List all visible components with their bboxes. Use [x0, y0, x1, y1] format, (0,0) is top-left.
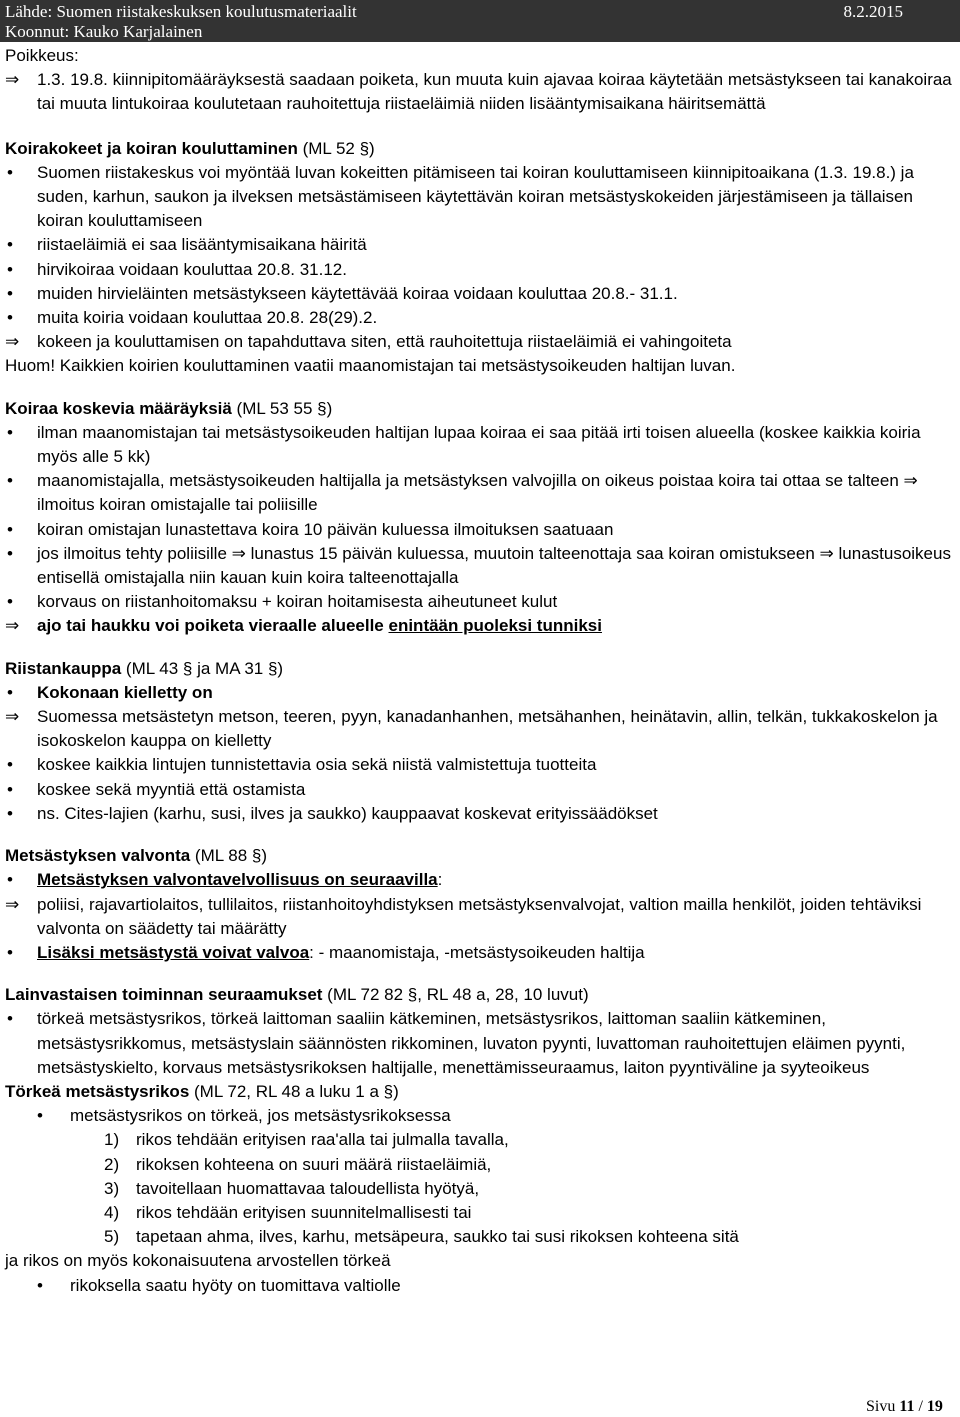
list-item: • Suomen riistakeskus voi myöntää luvan kokeitten pitämiseen tai koiran kouluttamiseen kiinnipitoaikana (1.3. 19.8.) ja suden, karhun, saukon ja ilveksen metsästämiseen käytettävän koiran metsästyskokeiden järjestämiseen ja tällaisen koiran kouluttamiseen: [5, 161, 955, 234]
list-item: • ns. Cites-lajien (karhu, susi, ilves ja saukko) kauppaavat koskevat erityissäädökset: [5, 802, 955, 826]
numbered-item: 5) tapetaan ahma, ilves, karhu, metsäpeura, saukko tai susi rikoksen kohteena sitä: [104, 1227, 739, 1247]
arrow-item: ⇒ kokeen ja kouluttamisen on tapahduttava siten, että rauhoitettuja riistaeläimiä ei vahingoiteta: [5, 330, 955, 354]
section-heading-riistankauppa: Riistankauppa (ML 43 § ja MA 31 §): [5, 658, 284, 678]
numbered-item: 3) tavoitellaan huomattavaa taloudellista hyötyä,: [104, 1178, 480, 1198]
header-date: 8.2.2015: [843, 2, 903, 21]
list-item: • Lisäksi metsästystä voivat valvoa: - maanomistaja, -metsästysoikeuden haltija: [5, 941, 955, 965]
arrow-item: ⇒ ajo tai haukku voi poiketa vieraalle alueelle enintään puoleksi tunniksi: [5, 614, 955, 638]
numbered-item: 4) rikos tehdään erityisen suunnitelmallisesti tai: [104, 1202, 472, 1222]
section-heading-torkea: Törkeä metsästysrikos (ML 72, RL 48 a luku 1 a §): [5, 1081, 399, 1101]
arrow-item: ⇒ 1.3. 19.8. kiinnipitomääräyksestä saadaan poiketa, kun muuta kuin ajavaa koiraa käytetään metsästykseen tai kanakoiraa tai muuta lintukoiraa koulutetaan rauhoitettuja riistaeläimiä niiden lisääntymisaikana häiritsemättä: [5, 68, 955, 116]
arrow-item: ⇒ poliisi, rajavartiolaitos, tullilaitos, riistanhoitoyhdistyksen metsästyksenvalvojat, valtion mailla henkilöt, joiden tehtäviksi valvonta on säädetty tai määrätty: [5, 893, 955, 941]
list-item: • koskee kaikkia lintujen tunnistettavia osia sekä niistä valmistettuja tuotteita: [5, 753, 955, 777]
document-header: [0, 0, 960, 42]
double-right-arrow-icon: ⇒: [819, 543, 834, 563]
numbered-item: 1) rikos tehdään erityisen raa'alla tai julmalla tavalla,: [104, 1130, 509, 1150]
list-item: • riistaeläimiä ei saa lisääntymisaikana häiritä: [5, 233, 955, 257]
paragraph-text: ja rikos on myös kokonaisuutena arvostellen törkeä: [5, 1251, 391, 1271]
list-item: • rikoksella saatu hyöty on tuomittava valtiolle: [5, 1274, 955, 1298]
list-item: • törkeä metsästysrikos, törkeä laittoman saaliin kätkeminen, metsästysrikos, laittoman saaliin kätkeminen, metsästysrikkomus, metsästyslain säännösten rikkominen, luvaton pyynti, luvattoman rauhoitettujen eläimen pyynti, metsästyskielto, korvaus metsästysrikoksen haltijalle, menettämisseuraamus, laiton pyyntiväline ja syyteoikeus: [5, 1007, 955, 1080]
section-heading-koirakokeet: Koirakokeet ja koiran kouluttaminen (ML 52 §): [5, 138, 375, 158]
list-item: • metsästysrikos on törkeä, jos metsästysrikoksessa: [5, 1104, 955, 1128]
note-text: Huom! Kaikkien koirien kouluttaminen vaatii maanomistajan tai metsästysoikeuden haltijan luvan.: [5, 356, 736, 376]
section-heading-seuraamukset: Lainvastaisen toiminnan seuraamukset (ML 72 82 §, RL 48 a, 28, 10 luvut): [5, 985, 589, 1005]
double-right-arrow-icon: ⇒: [903, 471, 918, 491]
header-author: Koonnut: Kauko Karjalainen: [5, 22, 203, 41]
list-item: • ilman maanomistajan tai metsästysoikeuden haltijan lupaa koiraa ei saa pitää irti toisen alueella (koskee kaikkia koiria myös alle 5 kk): [5, 421, 955, 469]
page-number: Sivu 11 / 19: [866, 1398, 943, 1415]
list-item: • koskee sekä myyntiä että ostamista: [5, 778, 955, 802]
list-item: • muita koiria voidaan kouluttaa 20.8. 28(29).2.: [5, 306, 955, 330]
section-poikkeus-title: Poikkeus:: [5, 46, 79, 65]
document-body: [5, 44, 955, 1298]
section-heading-koiraa-koskevia: Koiraa koskevia määräyksiä (ML 53 55 §): [5, 398, 333, 418]
list-item: • maanomistajalla, metsästysoikeuden haltijalla ja metsästyksen valvojilla on oikeus poistaa koira tai ottaa se talteen ⇒ ilmoitus koiran omistajalle tai poliisille: [5, 469, 955, 517]
section-heading-valvonta: Metsästyksen valvonta (ML 88 §): [5, 846, 268, 866]
arrow-item: ⇒ Suomessa metsästetyn metson, teeren, pyyn, kanadanhanhen, metsähanhen, heinätavin, allin, telkän, tukkakoskelon ja isokoskelon kauppa on kielletty: [5, 705, 955, 753]
list-item: • korvaus on riistanhoitomaksu + koiran hoitamisesta aiheutuneet kulut: [5, 590, 955, 614]
list-item: • Kokonaan kielletty on: [5, 681, 955, 705]
list-item: • koiran omistajan lunastettava koira 10 päivän kuluessa ilmoituksen saatuaan: [5, 518, 955, 542]
numbered-item: 2) rikoksen kohteena on suuri määrä riistaeläimiä,: [104, 1154, 492, 1174]
list-item: • muiden hirvieläinten metsästykseen käytettävää koiraa voidaan kouluttaa 20.8.- 31.1.: [5, 282, 955, 306]
double-right-arrow-icon: ⇒: [231, 543, 246, 563]
list-item: • Metsästyksen valvontavelvollisuus on seuraavilla:: [5, 868, 955, 892]
list-item: • jos ilmoitus tehty poliisille ⇒ lunastus 15 päivän kuluessa, muutoin talteenottaja saa koiran omistukseen ⇒ lunastusoikeus entisellä omistajalla niin kauan kuin koira talteenottajalla: [5, 542, 955, 590]
list-item: • hirvikoiraa voidaan kouluttaa 20.8. 31.12.: [5, 258, 955, 282]
header-source: Lähde: Suomen riistakeskuksen koulutusmateriaalit: [5, 2, 357, 21]
